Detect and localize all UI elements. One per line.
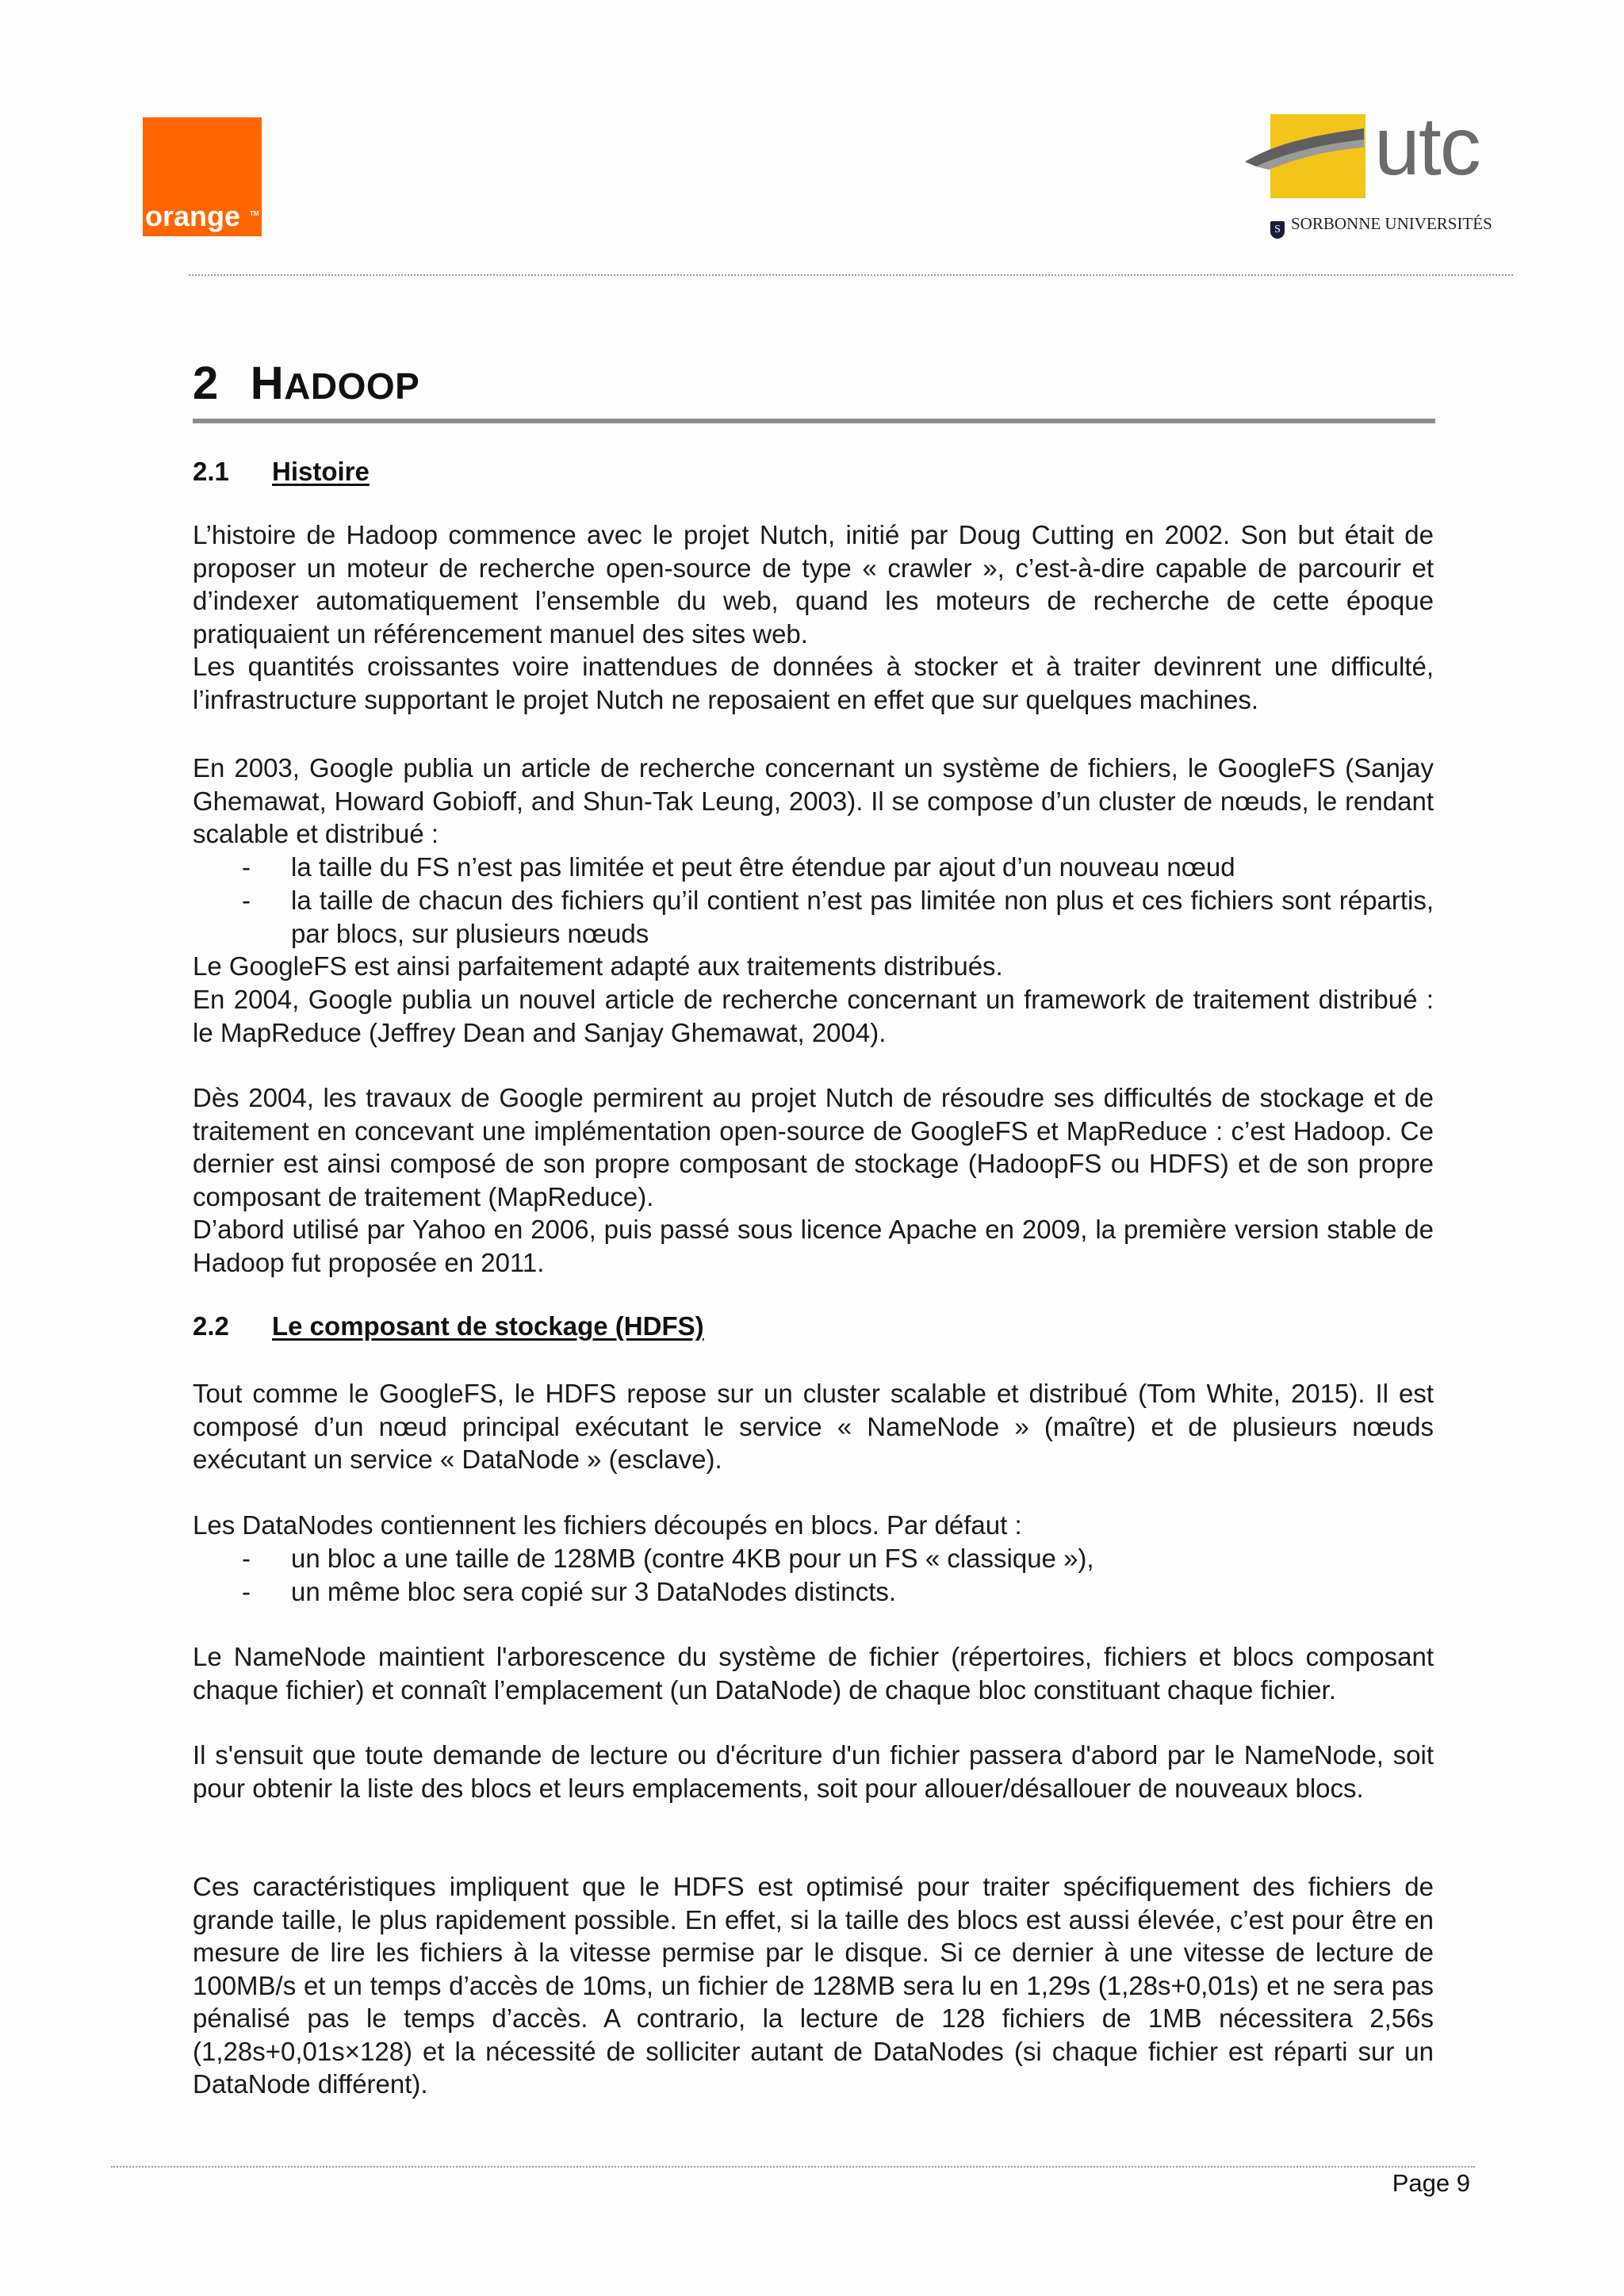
chapter-number: 2: [193, 358, 219, 409]
paragraph: Les quantités croissantes voire inattendues de données à stocker et à traiter devinrent une difficulté, l’infrastructure supportant le projet Nutch ne reposaient en effet que sur quelques machines.: [193, 652, 1434, 714]
paragraph: En 2004, Google publia un nouvel article de recherche concernant un framework de traitement distribué : le MapReduce (Jeffrey Dean and Sanjay Ghemawat, 2004).: [193, 985, 1434, 1047]
sorbonne-shield-icon: S: [1270, 221, 1285, 239]
chapter-title: [193, 357, 419, 410]
chapter-title-rule: [193, 419, 1435, 423]
section-number: 2.1: [193, 457, 229, 486]
list-item-text: la taille de chacun des fichiers qu’il contient n’est pas limitée non plus et ces fichiers sont répartis, par blocs, sur plusieurs nœuds: [291, 886, 1434, 948]
paragraph: D’abord utilisé par Yahoo en 2006, puis passé sous licence Apache en 2009, la première version stable de Hadoop fut proposée en 2011.: [193, 1215, 1434, 1277]
paragraph: L’histoire de Hadoop commence avec le projet Nutch, initié par Doug Cutting en 2002. Son but était de proposer un moteur de recherche open-source de type « crawler », c’est-à-dire capable de parcourir et d’indexer automatiquement l’ensemble du web, quand les moteurs de recherche de cette époque pratiquaient un référencement manuel des sites web.: [193, 520, 1434, 649]
utc-emblem-icon: [1245, 111, 1380, 198]
header-divider: [189, 274, 1513, 276]
list-item-text: la taille du FS n’est pas limitée et peut être étendue par ajout d’un nouveau nœud: [291, 852, 1235, 882]
paragraph: Le GoogleFS est ainsi parfaitement adapté aux traitements distribués.: [193, 951, 1003, 981]
orange-logo-word: orange: [145, 200, 241, 232]
utc-logo: [1245, 101, 1515, 238]
utc-subtitle-text: SORBONNE UNIVERSITÉS: [1291, 214, 1492, 233]
section-title: Histoire: [272, 457, 370, 486]
bullet-dash: -: [242, 1577, 251, 1606]
paragraph: Dès 2004, les travaux de Google permirent au projet Nutch de résoudre ses difficultés de stockage et de traitement en concevant une implémentation open-source de GoogleFS et MapReduce : c’est Hadoop. Ce dernier est ainsi composé de son propre composant de stockage (HadoopFS ou HDFS) et de son propre composant de traitement (MapReduce).: [193, 1083, 1434, 1211]
list-item-text: un même bloc sera copié sur 3 DataNodes distincts.: [291, 1577, 897, 1606]
orange-logo-tm: TM: [250, 210, 259, 217]
list-item-text: un bloc a une taille de 128MB (contre 4KB pour un FS « classique »),: [291, 1544, 1094, 1573]
footer-divider: [111, 2166, 1475, 2168]
paragraph: Tout comme le GoogleFS, le HDFS repose sur un cluster scalable et distribué (Tom White, 2015). Il est composé d’un nœud principal exécutant le service « NameNode » (maître) et de plusieurs nœuds exécutant un service « DataNode » (esclave).: [193, 1379, 1434, 1474]
chapter-title-initial: H: [250, 358, 285, 409]
paragraph: Les DataNodes contiennent les fichiers découpés en blocs. Par défaut :: [193, 1510, 1022, 1540]
chapter-title-rest: ADOOP: [284, 365, 420, 407]
paragraph: Le NameNode maintient l'arborescence du système de fichier (répertoires, fichiers et blocs composant chaque fichier) et connaît l’emplacement (un DataNode) de chaque bloc constituant chaque fichier.: [193, 1642, 1434, 1705]
paragraph: En 2003, Google publia un article de recherche concernant un système de fichiers, le GoogleFS (Sanjay Ghemawat, Howard Gobioff, and Shun-Tak Leung, 2003). Il se compose d’un cluster de nœuds, le rendant scalable et distribué :: [193, 753, 1434, 848]
section-title: Le composant de stockage (HDFS): [272, 1311, 704, 1341]
orange-logo: [143, 117, 262, 236]
bullet-dash: -: [242, 886, 251, 915]
utc-logo-word: utc: [1374, 101, 1480, 193]
section-number: 2.2: [193, 1311, 229, 1341]
paragraph: Il s'ensuit que toute demande de lecture ou d'écriture d'un fichier passera d'abord par le NameNode, soit pour obtenir la liste des blocs et leurs emplacements, soit pour allouer/désallouer de nouveaux blocs.: [193, 1740, 1434, 1803]
bullet-dash: -: [242, 852, 251, 882]
page-number: Page 9: [1392, 2169, 1470, 2197]
section-heading-2-1: [193, 457, 370, 487]
section-heading-2-2: [193, 1311, 704, 1341]
utc-logo-subtitle: [1270, 214, 1492, 239]
paragraph: Ces caractéristiques impliquent que le HDFS est optimisé pour traiter spécifiquement des fichiers de grande taille, le plus rapidement possible. En effet, si la taille des blocs est aussi élevée, c’est pour être en mesure de lire les fichiers à la vitesse permise par le disque. Si ce dernier à une vitesse de lecture de 100MB/s et un temps d’accès de 10ms, un fichier de 128MB sera lu en 1,29s (1,28s+0,01s) et ne sera pas pénalisé pas le temps d’accès. A contrario, la lecture de 128 fichiers de 1MB nécessitera 2,56s (1,28s+0,01s×128) et la nécessité de solliciter autant de DataNodes (si chaque fichier est réparti sur un DataNode différent).: [193, 1872, 1434, 2099]
bullet-dash: -: [242, 1544, 251, 1573]
